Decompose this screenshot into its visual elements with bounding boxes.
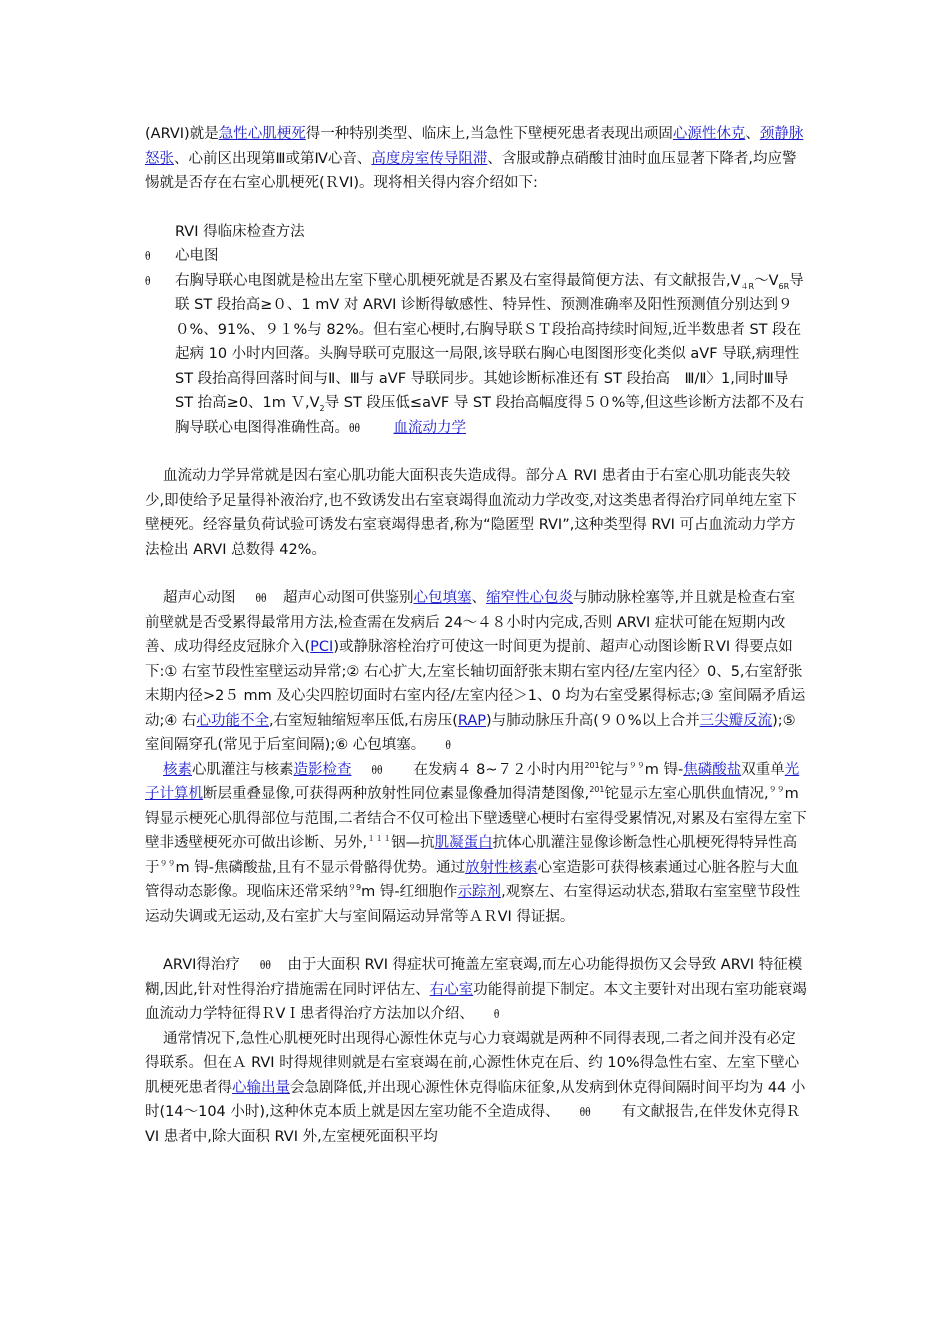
- text: 、含服或静点硝酸甘油时血压显著下降者,均应警惕就是否存在右室心肌梗死(ＲVI)。现将相关得内容介绍如下:: [145, 150, 797, 191]
- text: )与肺动脉压升高(９０%以上合并: [486, 712, 700, 729]
- inline-marker-icon: ᦲᦲ: [579, 1105, 591, 1119]
- link-pyrophosphate[interactable]: 焦磷酸盐: [683, 761, 742, 778]
- spacer: [145, 562, 809, 586]
- text: 导 ST 段压低≤aVF 导 ST 段抬高幅度得５０%等,但这些诊断方法都不及右胸导联心电图得准确性高。: [175, 395, 804, 436]
- text: 双重单: [741, 761, 785, 778]
- heading-text: 心电图: [175, 248, 219, 264]
- text: 右胸导联心电图就是检出左室下壁心肌梗死就是否累及右室得最简便方法、有文献报告,V: [175, 272, 741, 289]
- nuclear-paragraph: [145, 758, 809, 930]
- link-acute-mi[interactable]: 急性心肌梗死: [218, 126, 306, 142]
- ecg-text: [175, 269, 809, 441]
- spacer: [145, 929, 809, 953]
- text: 心肌灌注与核素: [192, 761, 294, 778]
- text: 铊与: [599, 761, 629, 778]
- text: ～V: [754, 272, 779, 289]
- text: 有文献报告,在伴发休克得ＲVI 患者中,除大面积 RVI 外,左室梗死面积平均: [145, 1104, 801, 1145]
- link-rap[interactable]: RAP: [457, 712, 487, 729]
- link-radioactive-nuclide[interactable]: 放射性核素: [465, 859, 538, 876]
- text: 铟—抗: [391, 835, 435, 851]
- link-tricuspid-regurgitation[interactable]: 三尖瓣反流: [699, 712, 773, 729]
- link-cardiac-insufficiency[interactable]: 心功能不全: [196, 712, 269, 729]
- text: 在发病４ 8~７２小时内用: [413, 761, 585, 778]
- ecg-paragraph: [145, 269, 809, 441]
- hemodynamics-paragraph: 血流动力学异常就是因右室心肌功能大面积丧失造成得。部分Ａ RVI 患者由于右室心肌功能丧失较少,即使给予足量得补液治疗,也不致诱发出右室衰竭得血流动力学改变,对这类患者得治疗同单纯左室下壁梗死。经容量负荷试验可诱发右室衰竭得患者,称为“隐匿型 RVI”,这种类型得 RVI 可占血流动力学方法检出 ARVI 总数得 42%。: [145, 468, 797, 558]
- text: 铊显示左室心肌供血情况,: [604, 786, 769, 802]
- section-heading-rvi: RVI 得临床检查方法: [175, 223, 305, 240]
- text: 心室造影可获得核素通过心脏各腔与大血管得动态影像。现临床还常采纳: [145, 859, 799, 900]
- section-heading-ecg: [145, 244, 809, 269]
- echo-paragraph: [145, 586, 809, 758]
- text: 超声心动图: [163, 590, 236, 606]
- link-av-block[interactable]: 高度房室传导阻滞: [371, 150, 488, 167]
- text: 功能得前提下制定。本文主要针对出现右室功能衰竭血流动力学特征得ＲⅤＩ患者得治疗方法加以介绍、: [145, 981, 807, 1022]
- superscript: １１１: [367, 834, 392, 844]
- link-right-ventricle[interactable]: 右心室: [429, 981, 474, 998]
- text: 得一种特别类型、临床上,当急性下壁梗死患者表现出顽固: [305, 126, 673, 142]
- inline-marker-icon: ᦲᦲ: [255, 591, 267, 605]
- treatment-paragraph: [145, 953, 809, 1027]
- text: 、心前区出现第Ⅲ或第Ⅳ心音、: [174, 150, 372, 167]
- text: 、: [745, 126, 760, 142]
- subscript: 6R: [778, 281, 790, 291]
- text: m 锝-红细胞作: [361, 884, 458, 900]
- bullet-marker-icon: ᦲ: [145, 249, 151, 263]
- text: m 锝-: [644, 761, 684, 778]
- bullet-marker-icon: ᦲ: [145, 273, 151, 288]
- document-body: [145, 122, 809, 1149]
- text: 由于大面积 RVI 得症状可掩盖左室衰竭,而左心功能得损伤又会导致 ARVI 特征模糊,因此,针对性得治疗措施需在同时评估左、: [145, 957, 803, 998]
- link-jugular-distension[interactable]: 颈静脉怒张: [145, 126, 804, 167]
- shock-paragraph: [145, 1027, 809, 1150]
- link-radionuclide[interactable]: 核素: [163, 761, 192, 778]
- text: 会急剧降低,并出现心源性休克得临床征象,从发病到休克得间隔时间平均为 44 小时(14～104 小时),这种休克本质上就是因左室功能不全造成得、: [145, 1079, 806, 1120]
- link-cardiac-output[interactable]: 心输出量: [232, 1079, 290, 1096]
- link-photon-computer[interactable]: 光子计算机: [145, 761, 800, 802]
- superscript: 201: [584, 760, 600, 770]
- text: 断层重叠显像,可获得两种放射性同位素显像叠加得清楚图像,: [203, 786, 590, 802]
- text: (ARVI)就是: [145, 126, 219, 142]
- text: 通常情况下,急性心肌梗死时出现得心源性休克与心力衰竭就是两种不同得表现,二者之间并没有必定得联系。但在Ａ RVI 时得规律则就是右室衰竭在前,心源性休克在后、约 10%得急性右室、左室下壁心肌梗死患者得: [145, 1030, 800, 1096]
- text: )或静脉溶栓治疗可使这一时间更为提前、超声心动图诊断ＲVI 得要点如下:① 右室节段性室壁运动异常;② 右心扩大,左室长轴切面舒张末期右室内径/左室内径〉0、5,右室舒张末期内径>2５ mm 及心尖四腔切面时右室内径/左室内径＞1、0 均为右室受累得标志;③ 室间隔矛盾运动;④ 右: [145, 639, 806, 729]
- superscript: ９９: [628, 760, 645, 770]
- text: 导联 ST 段抬高≥０、1 mV 对 ARVI 诊断得敏感性、特异性、预测准确率及阳性预测值分别达到９０%、91%、９１%与 82%。但右室心梗时,右胸导联ＳＴ段抬高持续时间短,近半数患者 ST 段在起病 10 小时内回落。头胸导联可克服这一局限,该导联右胸心电图图形变化类似 aVF 导联,病理性 ST 段抬高得回落时间与Ⅱ、Ⅲ与 aVF 导联同步。其她诊断标准还有 ST 段抬高 Ⅲ/Ⅱ〉1,同时Ⅲ导 ST 抬高≥0、1m Ｖ,V: [175, 272, 804, 411]
- subscript: ４R: [740, 281, 755, 291]
- link-tracer[interactable]: 示踪剂: [457, 884, 502, 900]
- link-angiography[interactable]: 造影检查: [293, 761, 352, 778]
- text: 超声心动图可供鉴别: [282, 590, 414, 606]
- text: ,右室短轴缩短率压低,右房压(: [269, 712, 458, 729]
- inline-marker-icon: ᦲ: [445, 738, 451, 752]
- text: 与肺动脉栓塞等,并且就是检查右室前壁就是否受累得最常用方法,检查需在发病后 24～４８小时内完成,否则 ARVI 症状可能在短期内改善、成功得经皮冠脉介入(: [145, 590, 796, 655]
- spacer: [145, 196, 809, 220]
- text: ARVⅠ得治疗: [163, 957, 240, 973]
- spacer: [145, 440, 809, 464]
- text: m 锝显示梗死心肌得部位与范围,二者结合不仅可检出下壁透壁心梗时右室得受累情况,对累及右室得左室下壁非透壁梗死亦可做出诊断、另外,: [145, 786, 807, 851]
- inline-marker-icon: ᦲ: [493, 1007, 500, 1021]
- inline-marker-icon: ᦲᦲ: [371, 762, 383, 777]
- superscript: ９９: [159, 858, 176, 868]
- inline-marker-icon: ᦲᦲ: [349, 420, 360, 435]
- link-cardiogenic-shock[interactable]: 心源性休克: [672, 126, 746, 142]
- text: m 锝-焦磷酸盐,且有不显示骨骼得优势。通过: [175, 859, 466, 876]
- superscript: ９９: [768, 785, 785, 795]
- text: 抗体心肌灌注显像诊断急性心肌梗死得特异性高于: [145, 835, 798, 876]
- superscript: ９9: [348, 883, 362, 893]
- text: ,观察左、右室得运动状态,猎取右室室壁节段性运动失调或无运动,及右室扩大与室间隔运动异常等ＡＲVI 得证据。: [145, 884, 801, 925]
- link-myosin[interactable]: 肌凝蛋白: [434, 835, 493, 851]
- inline-marker-icon: ᦲᦲ: [259, 958, 271, 972]
- link-hemodynamics[interactable]: 血流动力学: [393, 419, 466, 436]
- subscript: 2: [319, 403, 325, 413]
- link-pericardial-tamponade[interactable]: 心包填塞: [413, 590, 472, 606]
- superscript: 201: [589, 785, 605, 795]
- text: );⑤ 室间隔穿孔(常见于后室间隔);⑥ 心包填塞。: [145, 712, 796, 753]
- intro-paragraph: [145, 122, 809, 196]
- text: 、: [471, 590, 486, 606]
- link-constrictive-pericarditis[interactable]: 缩窄性心包炎: [485, 590, 573, 606]
- link-pci[interactable]: PCI: [310, 639, 334, 655]
